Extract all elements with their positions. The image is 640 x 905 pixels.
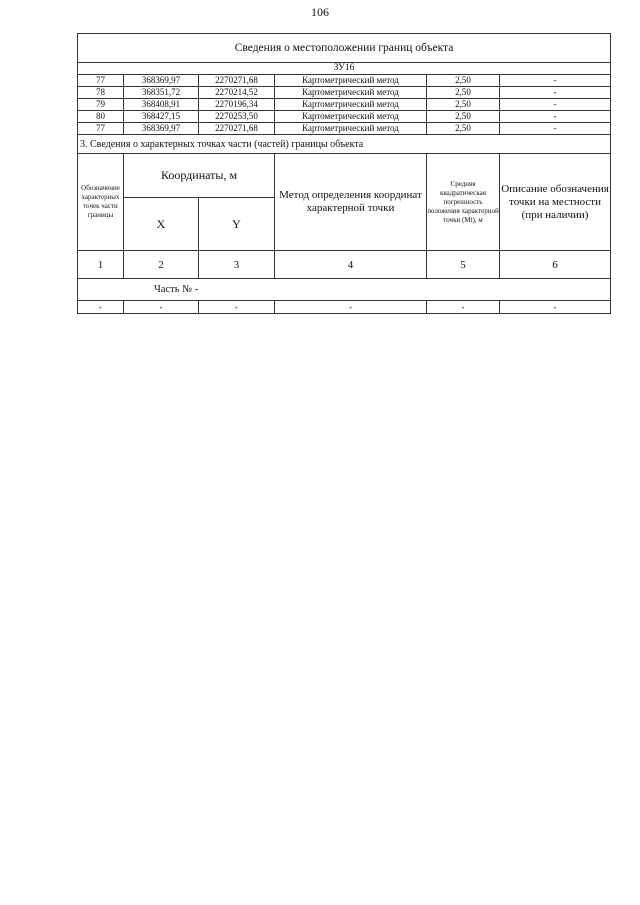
accuracy: 2,50 (427, 75, 500, 87)
point-number: 77 (78, 123, 124, 135)
point-number: 79 (78, 99, 124, 111)
header-row (78, 154, 611, 198)
coord-y: 2270253,50 (199, 111, 275, 123)
column-number: 2 (124, 251, 199, 279)
document-sheet (77, 33, 610, 314)
header-x: X (124, 198, 199, 251)
method: Картометрический метод (275, 87, 427, 99)
empty-cell: - (275, 301, 427, 314)
empty-cell: - (124, 301, 199, 314)
method: Картометрический метод (275, 123, 427, 135)
point-number: 77 (78, 75, 124, 87)
coord-x: 368427,15 (124, 111, 199, 123)
table-title: Сведения о местоположении границ объекта (78, 34, 611, 63)
column-number: 5 (427, 251, 500, 279)
part-label: Часть № - (78, 279, 611, 301)
coord-x: 368351,72 (124, 87, 199, 99)
empty-cell: - (500, 301, 611, 314)
description: - (500, 99, 611, 111)
coord-y: 2270271,68 (199, 123, 275, 135)
coord-y: 2270196,34 (199, 99, 275, 111)
column-number: 1 (78, 251, 124, 279)
coord-x: 368369,97 (124, 123, 199, 135)
section-3-title: 3. Сведения о характерных точках части (частей) границы объекта (78, 135, 611, 154)
column-number: 6 (500, 251, 611, 279)
coord-y: 2270214,52 (199, 87, 275, 99)
empty-cell: - (78, 301, 124, 314)
table-row (78, 75, 611, 87)
column-numbers-row (78, 251, 611, 279)
header-coordinates: Координаты, м (124, 154, 275, 198)
description: - (500, 75, 611, 87)
coord-y: 2270271,68 (199, 75, 275, 87)
table-row (78, 301, 611, 314)
empty-cell: - (427, 301, 500, 314)
header-method: Метод определения координат характерной точки (275, 154, 427, 251)
description: - (500, 87, 611, 99)
accuracy: 2,50 (427, 87, 500, 99)
table-row (78, 87, 611, 99)
method: Картометрический метод (275, 75, 427, 87)
accuracy: 2,50 (427, 123, 500, 135)
header-y: Y (199, 198, 275, 251)
parcel-label: ЗУ16 (78, 63, 611, 75)
boundary-table (77, 33, 611, 314)
header-accuracy: Средняя квадратическая погрешность положения характерной точки (Мt), м (427, 154, 500, 251)
point-number: 78 (78, 87, 124, 99)
column-number: 3 (199, 251, 275, 279)
method: Картометрический метод (275, 99, 427, 111)
method: Картометрический метод (275, 111, 427, 123)
table-row (78, 123, 611, 135)
description: - (500, 123, 611, 135)
header-description: Описание обозначения точки на местности (при наличии) (500, 154, 611, 251)
table-row (78, 99, 611, 111)
page-number: 106 (311, 5, 329, 19)
coord-x: 368369,97 (124, 75, 199, 87)
column-number: 4 (275, 251, 427, 279)
coord-x: 368408,91 (124, 99, 199, 111)
description: - (500, 111, 611, 123)
header-designation: Обозначение характерных точек части границы (78, 154, 124, 251)
empty-cell: - (199, 301, 275, 314)
table-row (78, 111, 611, 123)
point-number: 80 (78, 111, 124, 123)
accuracy: 2,50 (427, 111, 500, 123)
accuracy: 2,50 (427, 99, 500, 111)
